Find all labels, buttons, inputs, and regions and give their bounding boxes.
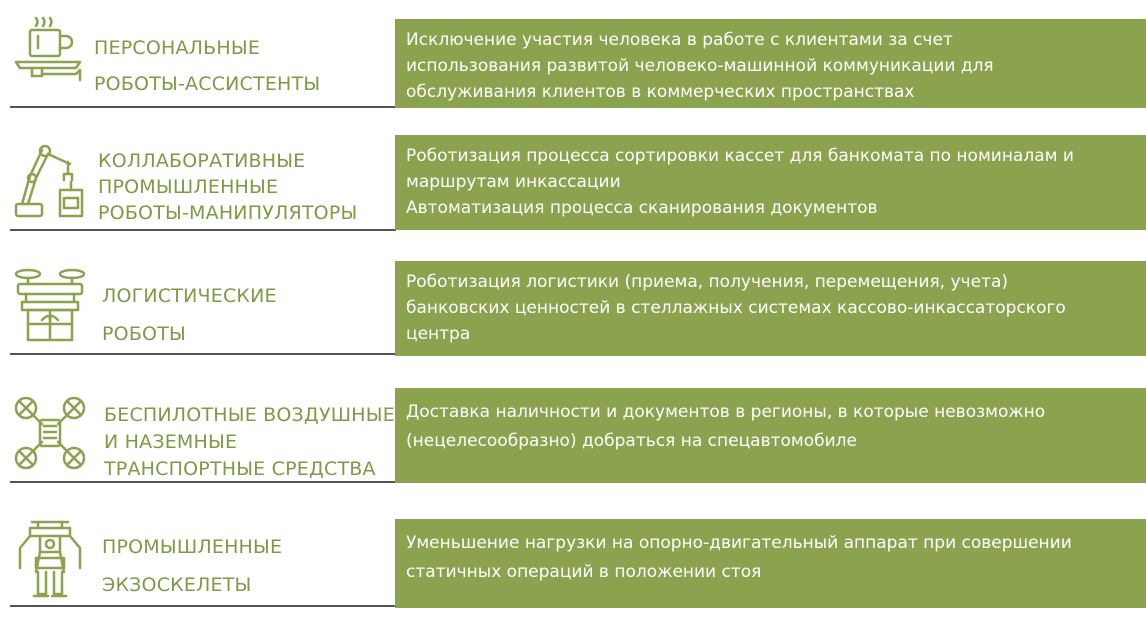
- category-title-line: ПРОМЫШЛЕННЫЕ: [98, 176, 279, 198]
- description-line: Доставка наличности и документов в регионы, в которые невозможно: [406, 402, 1046, 422]
- category-title-line: КОЛЛАБОРАТИВНЫЕ: [98, 150, 306, 172]
- description-box: [395, 261, 1146, 356]
- description-box: [395, 19, 1146, 108]
- category-title-line: ПРОМЫШЛЕННЫЕ: [102, 536, 283, 558]
- category-title-line: РОБОТЫ-МАНИПУЛЯТОРЫ: [98, 202, 358, 224]
- description-line: обслуживания клиентов в коммерческих пространствах: [406, 82, 915, 102]
- category-title: [102, 277, 277, 353]
- description-line: Роботизация процесса сортировки кассет для банкомата по номиналам и: [406, 146, 1074, 166]
- service-robot-tray-icon: [12, 14, 88, 94]
- description-line: статичных операций в положении стоя: [406, 562, 762, 582]
- category-title: [102, 528, 282, 604]
- delivery-drone-icon: [12, 266, 88, 346]
- category-title: [98, 148, 357, 226]
- description-line: (нецелесообразно) добраться на спецавтомобиле: [406, 431, 857, 451]
- category-title: [94, 30, 320, 102]
- description-line: маршрутам инкассации: [406, 172, 621, 192]
- category-title-line: ЭКЗОСКЕЛЕТЫ: [102, 574, 252, 596]
- category-title-line: ТРАНСПОРТНЫЕ СРЕДСТВА: [104, 458, 376, 480]
- title-underline: [10, 481, 396, 483]
- category-title-line: ЛОГИСТИЧЕСКИЕ: [102, 285, 277, 307]
- description-line: использования развитой человеко-машинной коммуникации для: [406, 56, 994, 76]
- exoskeleton-icon: [12, 518, 88, 602]
- title-underline: [10, 605, 396, 607]
- robotic-arm-icon: [12, 142, 88, 222]
- category-title-line: И НАЗЕМНЫЕ: [104, 431, 238, 453]
- category-title-line: ПЕРСОНАЛЬНЫЕ: [94, 37, 261, 59]
- title-underline: [10, 229, 396, 231]
- quadcopter-icon: [12, 394, 88, 474]
- category-title: [104, 402, 395, 483]
- category-title-line: РОБОТЫ-АССИСТЕНТЫ: [94, 73, 321, 95]
- category-title-line: БЕСПИЛОТНЫЕ ВОЗДУШНЫЕ: [104, 404, 395, 426]
- description-line: банковских ценностей в стеллажных системах кассово-инкассаторского: [406, 298, 1066, 318]
- description-box: [395, 519, 1146, 608]
- description-box: [395, 388, 1146, 483]
- title-underline: [10, 106, 396, 108]
- category-title-line: РОБОТЫ: [102, 323, 186, 345]
- description-line: Уменьшение нагрузки на опорно-двигательный аппарат при совершении: [406, 533, 1072, 553]
- description-box: [395, 135, 1146, 230]
- description-line: Роботизация логистики (приема, получения, перемещения, учета): [406, 272, 1008, 292]
- description-line: Исключение участия человека в работе с клиентами за счет: [406, 30, 953, 50]
- description-line: Автоматизация процесса сканирования документов: [406, 198, 878, 218]
- description-line: центра: [406, 324, 471, 344]
- title-underline: [10, 353, 396, 355]
